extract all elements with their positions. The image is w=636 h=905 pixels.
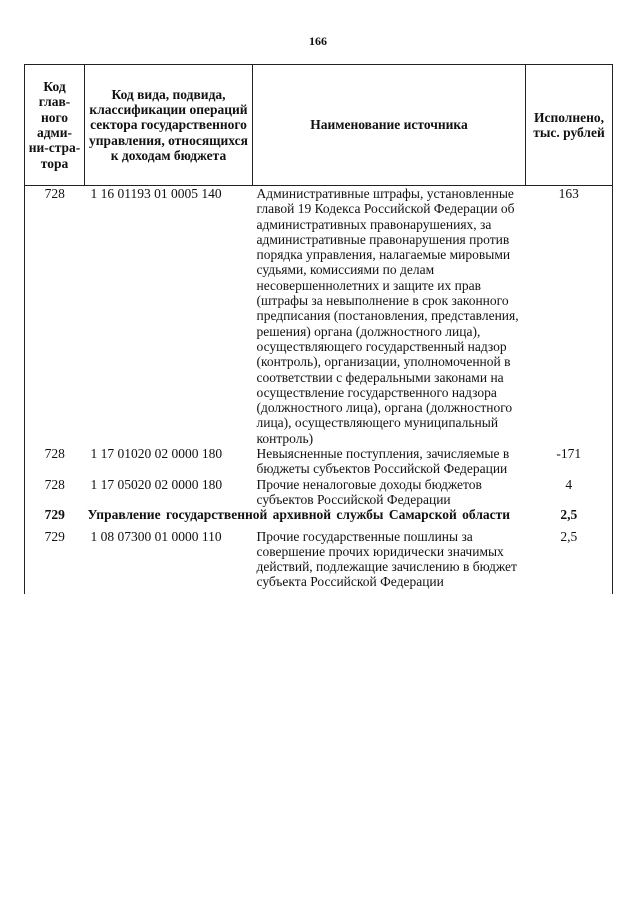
classification-code-cell: 1 08 07300 01 0000 110 (90, 528, 222, 544)
table-row (25, 186, 613, 447)
source-name-cell: Прочие государственные пошлины за совершение прочих юридически значимых действий, подлежащие зачислению в бюджет субъекта Российской Федерации (256, 528, 517, 590)
amount-cell: 163 (526, 186, 613, 447)
source-name-cell: Прочие неналоговые доходы бюджетов субъектов Российской Федерации (256, 476, 482, 507)
page-number: 166 (309, 34, 327, 48)
section-amount-cell: 2,5 (526, 507, 613, 522)
table-row (25, 477, 613, 508)
classification-code-cell: 1 17 05020 02 0000 180 (90, 476, 223, 492)
amount-cell: 4 (526, 477, 613, 508)
table-row (25, 446, 613, 477)
classification-code-cell: 1 17 01020 02 0000 180 (90, 446, 223, 462)
section-name-cell: Управление государственной архивной службы Самарской области (87, 507, 511, 523)
admin-code-cell: 728 (25, 186, 85, 447)
section-row (25, 507, 613, 522)
header-amount: Исполнено, тыс. рублей (526, 65, 613, 186)
header-source-name: Наименование источника (253, 65, 526, 186)
admin-code-cell: 728 (25, 446, 85, 477)
budget-revenue-table (24, 64, 613, 594)
header-classification-code: Код вида, подвида, классификации операций сектора государственного управления, относящихся к доходам бюджета (85, 65, 253, 186)
table-row (25, 529, 613, 594)
table-header-row (25, 65, 613, 186)
header-admin-code: Код глав-ного адми-ни-стра-тора (25, 65, 85, 186)
amount-cell: 2,5 (526, 529, 613, 594)
source-name-cell: Невыясненные поступления, зачисляемые в бюджеты субъектов Российской Федерации (256, 446, 510, 477)
classification-code-cell: 1 16 01193 01 0005 140 (90, 186, 222, 201)
admin-code-cell: 729 (25, 529, 85, 594)
source-name-cell: Административные штрафы, установленные главой 19 Кодекса Российской Федерации об административных правонарушениях, за административные правонарушения против порядка управления, налагаемые мировыми судьями, комиссиями по делам несовершеннолетних и защите их прав (штрафы за невыполнение в срок законного предписания (постановления, представления, решения) органа (должностного лица), осуществляющего государственный надзор (контроль), организации, уполномоченной в соответствии с федеральными законами на осуществление государственного надзора (должностного лица), органа (должностного лица), осуществляющего муниципальный контроль) (256, 186, 519, 446)
admin-code-cell: 728 (25, 477, 85, 508)
section-admin-code-cell: 729 (25, 507, 85, 522)
amount-cell: -171 (526, 446, 613, 477)
